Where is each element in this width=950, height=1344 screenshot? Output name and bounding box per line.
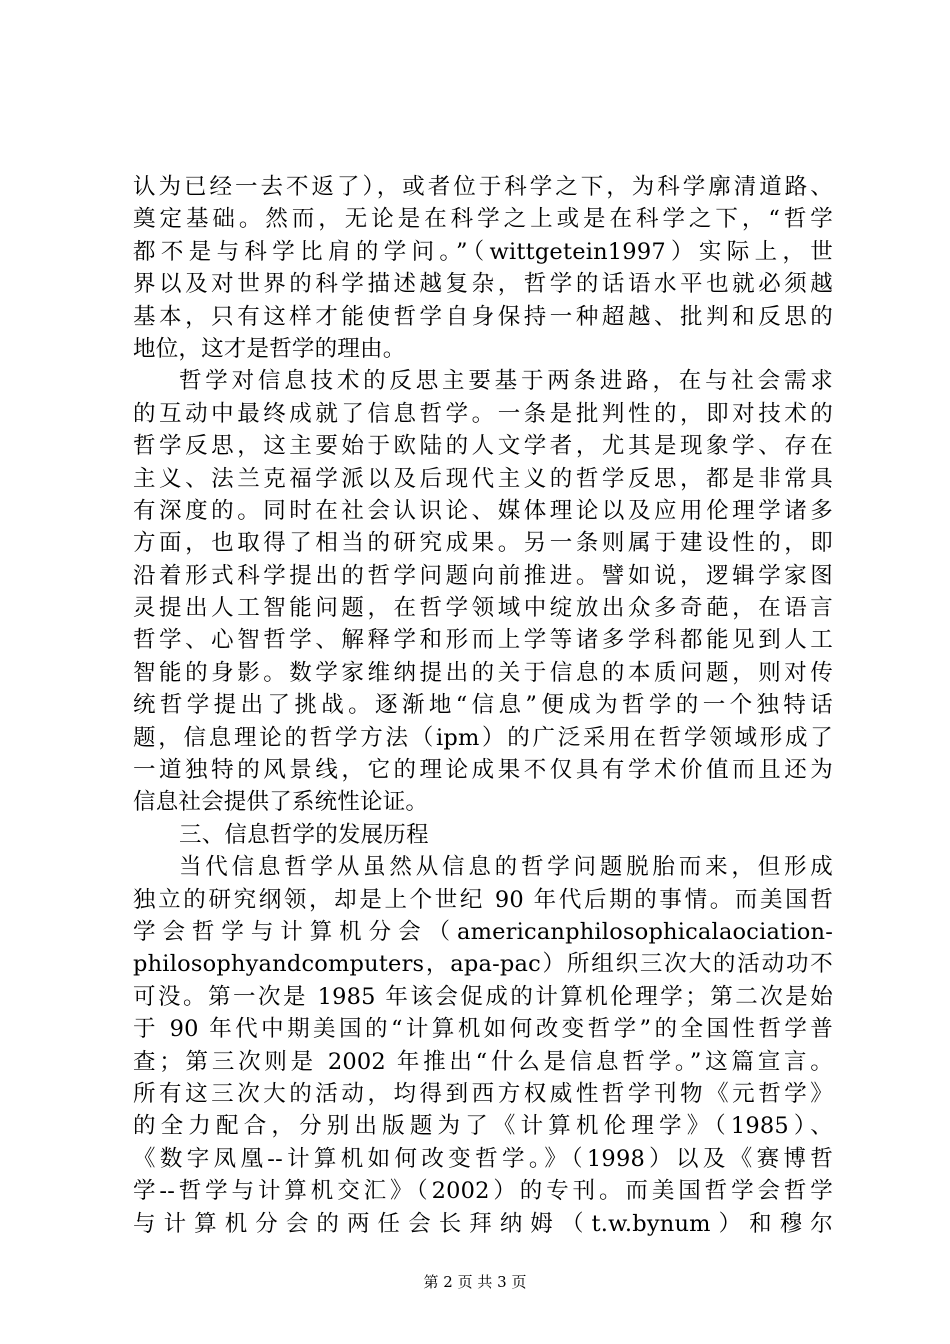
text-line: 题，信息理论的哲学方法（ipm）的广泛采用在哲学领域形成了: [133, 724, 833, 751]
text-line: 有深度的。同时在社会认识论、媒体理论以及应用伦理学诸多: [133, 497, 833, 524]
text-line: 界以及对世界的科学描述越复杂，哲学的话语水平也就必须越: [133, 271, 833, 298]
paragraph: [133, 365, 833, 818]
text-line: 于 90 年代中期美国的“计算机如何改变哲学”的全国性哲学普: [133, 1016, 833, 1043]
text-line: 当代信息哲学从虽然从信息的哲学问题脱胎而来，但形成: [179, 854, 833, 881]
text-line: 灵提出人工智能问题，在哲学领域中绽放出众多奇葩，在语言: [133, 595, 833, 622]
text-line: 《数字凤凰--计算机如何改变哲学。》（1998）以及《赛博哲: [133, 1145, 833, 1172]
text-line: 三、信息哲学的发展历程: [179, 821, 429, 848]
text-line: 的互动中最终成就了信息哲学。一条是批判性的，即对技术的: [133, 400, 833, 427]
document-body: [133, 171, 833, 1240]
page-number: 第 2 页 共 3 页: [423, 1273, 527, 1291]
text-line: 查；第三次则是 2002 年推出“什么是信息哲学。”这篇宣言。: [133, 1048, 833, 1075]
text-line: 独立的研究纲领，却是上个世纪 90 年代后期的事情。而美国哲: [133, 886, 833, 913]
text-line: 智能的身影。数学家维纳提出的关于信息的本质问题，则对传: [133, 659, 833, 686]
text-line: 统哲学提出了挑战。逐渐地“信息”便成为哲学的一个独特话: [133, 692, 833, 719]
text-line: 哲学反思，这主要始于欧陆的人文学者，尤其是现象学、存在: [133, 433, 833, 460]
text-line: 奠定基础。然而，无论是在科学之上或是在科学之下，“哲学: [133, 206, 833, 233]
text-line: 学会哲学与计算机分会（americanphilosophicalaociation-: [133, 918, 833, 945]
paragraph: [133, 171, 833, 365]
paragraph: [133, 819, 833, 851]
text-line: 主义、法兰克福学派以及后现代主义的哲学反思，都是非常具: [133, 465, 833, 492]
text-line: 都不是与科学比肩的学问。”（wittgetein1997）实际上，世: [133, 238, 833, 265]
text-line: 哲学、心智哲学、解释学和形而上学等诸多学科都能见到人工: [133, 627, 833, 654]
text-line: 基本，只有这样才能使哲学自身保持一种超越、批判和反思的: [133, 303, 833, 330]
text-line: 学--哲学与计算机交汇》（2002）的专刊。而美国哲学会哲学: [133, 1178, 833, 1205]
page-footer: [0, 1272, 950, 1292]
paragraph: [133, 851, 833, 1240]
text-line: 的全力配合，分别出版题为了《计算机伦理学》（1985）、: [133, 1113, 833, 1140]
text-line: 可没。第一次是 1985 年该会促成的计算机伦理学；第二次是始: [133, 983, 833, 1010]
text-line: philosophyandcomputers，apa-pac）所组织三次大的活动功不: [133, 951, 833, 978]
text-line: 沿着形式科学提出的哲学问题向前推进。譬如说，逻辑学家图: [133, 562, 833, 589]
text-line: 认为已经一去不返了），或者位于科学之下，为科学廓清道路、: [133, 174, 833, 200]
text-line: 地位，这才是哲学的理由。: [133, 335, 406, 362]
text-line: 与计算机分会的两任会长拜纳姆（t.w.bynum）和穆尔: [133, 1210, 833, 1237]
text-line: 方面，也取得了相当的研究成果。另一条则属于建设性的，即: [133, 530, 833, 557]
text-line: 一道独特的风景线，它的理论成果不仅具有学术价值而且还为: [133, 757, 833, 784]
text-line: 所有这三次大的活动，均得到西方权威性哲学刊物《元哲学》: [133, 1080, 833, 1107]
text-line: 哲学对信息技术的反思主要基于两条进路，在与社会需求: [179, 368, 833, 395]
text-line: 信息社会提供了系统性论证。: [133, 789, 429, 816]
